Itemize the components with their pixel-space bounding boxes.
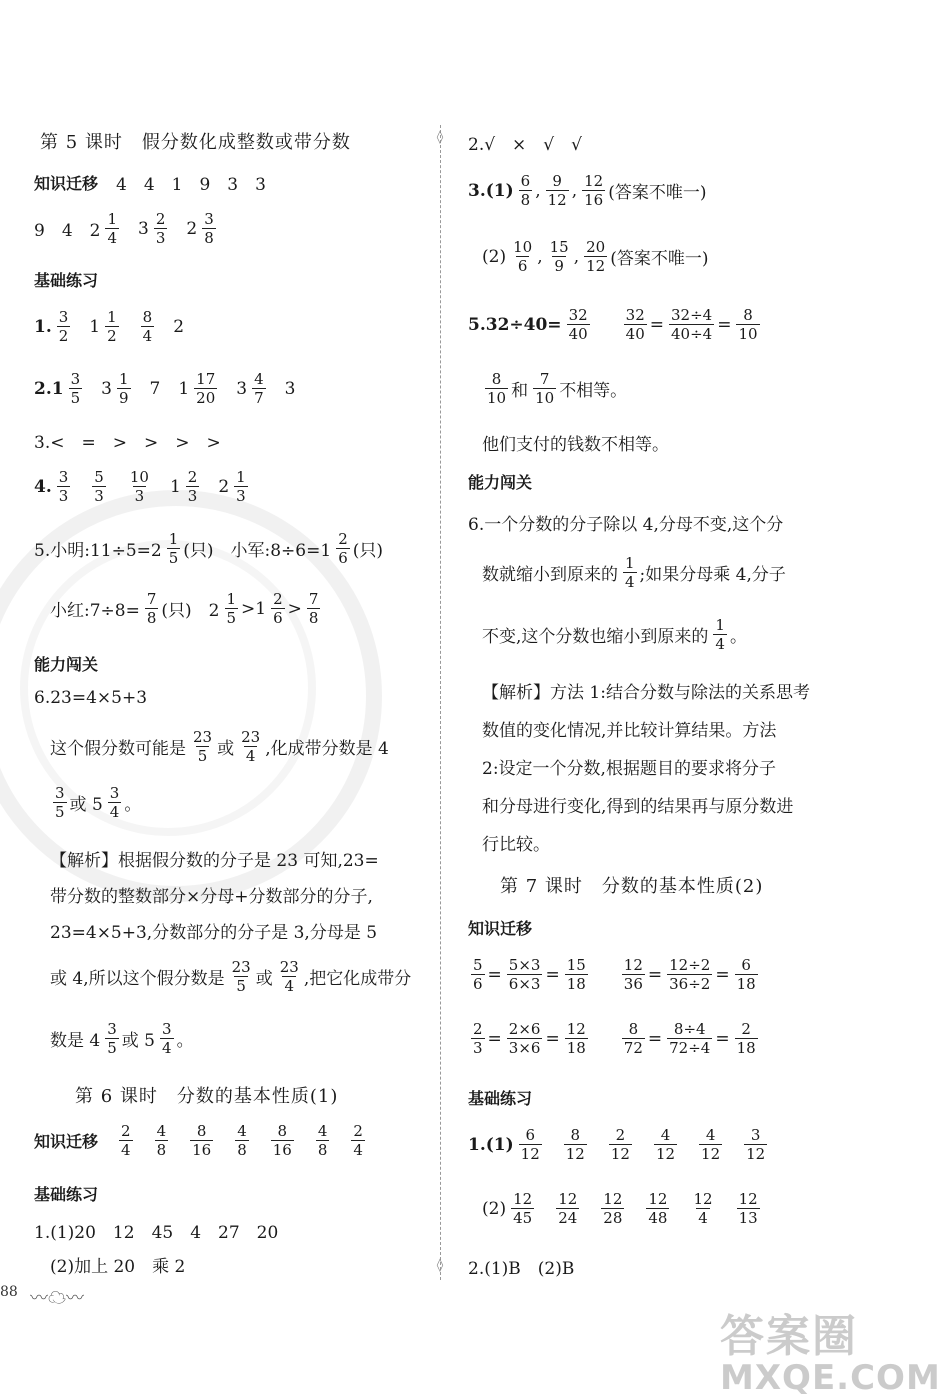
fraction: $\frac{12}{28}$ <box>603 1190 623 1227</box>
lesson7-title: 第 7 课时 分数的基本性质(2) <box>500 876 764 897</box>
analysis-line-right: 2:设定一个分数,根据题目的要求将分子 <box>482 759 776 779</box>
fraction: $\frac{3}{3}$ <box>58 468 69 505</box>
fraction: $\frac{23}{5}$ <box>193 728 213 765</box>
fraction: $\frac{2}{3}$ <box>155 210 166 247</box>
fraction: $\frac{3}{5}$ <box>55 784 65 821</box>
fraction: $\frac{1}{4}$ <box>715 616 725 653</box>
fraction: $\frac{4}{8}$ <box>237 1122 247 1159</box>
fraction: $\frac{23}{4}$ <box>279 958 299 995</box>
lesson6-title: 第 6 课时 分数的基本性质(1) <box>75 1086 339 1107</box>
fraction: $\frac{8}{10}$ <box>738 306 758 343</box>
r2-row: 2.√ × √ √ <box>468 135 582 155</box>
q6-text2: $\frac{3}{5}$ 或 5 $\frac{3}{4}$ 。 <box>55 784 142 821</box>
fraction: $\frac{9}{12}$ <box>547 172 567 209</box>
fraction: $\frac{23}{4}$ <box>241 728 261 765</box>
fraction: $\frac{3}{2}$ <box>58 308 69 345</box>
fraction: $\frac{4}{8}$ <box>156 1122 167 1159</box>
nengli-heading: 能力闯关 <box>34 655 99 674</box>
fraction: $\frac{1}{3}$ <box>236 468 246 505</box>
fraction: $\frac{4}{12}$ <box>655 1126 676 1163</box>
l6q2-row: (2)加上 20 乘 2 <box>50 1257 186 1277</box>
fraction: $\frac{32\div 4}{40\div 4}$ <box>671 306 713 343</box>
fraction: $\frac{3}{8}$ <box>204 210 214 247</box>
fraction: $\frac{4}{8}$ <box>317 1122 328 1159</box>
fraction: $\frac{6}{18}$ <box>736 956 756 993</box>
fraction: $\frac{12}{18}$ <box>566 1020 586 1057</box>
divider-knot-icon: ◊ <box>436 130 444 145</box>
zhishi7-heading: 知识迁移 <box>468 919 533 938</box>
fraction: $\frac{2}{12}$ <box>610 1126 630 1163</box>
zhishi-row <box>34 170 268 195</box>
analysis-line: 数是 4 $\frac{3}{5}$ 或 5 $\frac{3}{4}$ 。 <box>50 1020 194 1057</box>
divider-knot-icon: ◊ <box>436 1258 444 1273</box>
q2-row: 2.1 $\frac{3}{5}$ 3 $\frac{1}{9}$ 7 1 $\frac{17}{20}$ 3 $\frac{4}{7}$ 3 <box>34 370 296 407</box>
r5-row2: $\frac{8}{10}$ 和 $\frac{7}{10}$ 不相等。 <box>487 370 628 407</box>
fraction: $\frac{32}{40}$ <box>625 306 645 343</box>
r5-row: 5.32÷40= $\frac{32}{40}$ $\frac{32}{40}$ = $\frac{32\div 4}{40\div 4}$ = $\frac{8}{10}$ <box>468 306 758 343</box>
page-number: 88 <box>0 1284 18 1300</box>
fraction: $\frac{6}{8}$ <box>520 172 531 209</box>
fraction: $\frac{1}{4}$ <box>107 210 117 247</box>
answer-row: 9 4 2 $\frac{1}{4}$ 3 $\frac{2}{3}$ 2 $\frac{3}{8}$ <box>34 210 214 247</box>
fraction: $\frac{12}{4}$ <box>693 1190 713 1227</box>
fraction: $\frac{17}{20}$ <box>196 370 216 407</box>
fraction: $\frac{2}{3}$ <box>473 1020 483 1057</box>
fraction: $\frac{3}{4}$ <box>162 1020 172 1057</box>
l6q1-row: 1.(1)20 12 45 4 27 20 <box>34 1223 279 1243</box>
jichu6-heading: 基础练习 <box>34 1185 99 1204</box>
fraction: $\frac{15}{9}$ <box>549 238 569 275</box>
fraction: $\frac{5\times 3}{6\times 3}$ <box>508 956 541 993</box>
r6-line: 不变,这个分数也缩小到原来的 $\frac{1}{4}$ 。 <box>482 616 747 653</box>
fraction: $\frac{8}{72}$ <box>623 1020 643 1057</box>
fraction: $\frac{2\times 6}{3\times 6}$ <box>508 1020 541 1057</box>
analysis-line-right: 行比较。 <box>482 835 550 855</box>
q5-row: 5.小明:11÷5=2 $\frac{1}{5}$ (只) 小军:8÷6=1 $\frac{2}{6}$ (只) <box>34 530 383 567</box>
fraction: $\frac{8}{16}$ <box>192 1122 212 1159</box>
q1-row: 1. $\frac{3}{2}$ 1 $\frac{1}{2}$ $\frac{8}{4}$ 2 <box>34 308 185 345</box>
cloud-ornament-icon: 〰☁〰 <box>30 1288 84 1309</box>
analysis-line: 23=4×5+3,分数部分的分子是 3,分母是 5 <box>50 923 378 943</box>
fraction: $\frac{12}{24}$ <box>558 1190 578 1227</box>
fraction: $\frac{4}{7}$ <box>254 370 264 407</box>
fraction: $\frac{8}{12}$ <box>565 1126 585 1163</box>
fraction: $\frac{2}{4}$ <box>353 1122 363 1159</box>
analysis-line: 带分数的整数部分×分母+分数部分的分子, <box>50 887 373 907</box>
fraction: $\frac{3}{12}$ <box>746 1126 766 1163</box>
zhishi-label: 知识迁移 <box>34 174 99 193</box>
analysis-line-right: 和分母进行变化,得到的结果再与原分数进 <box>482 797 794 817</box>
fraction: $\frac{1}{5}$ <box>168 530 179 567</box>
column-divider <box>440 125 441 1280</box>
r6-line: 数就缩小到原来的 $\frac{1}{4}$ ;如果分母乘 4,分子 <box>482 554 786 591</box>
fraction: $\frac{8}{4}$ <box>142 308 153 345</box>
fraction: $\frac{8\div 4}{72\div 4}$ <box>669 1020 711 1057</box>
zhishi-values: 4 4 1 9 3 3 <box>116 175 266 195</box>
fraction: $\frac{7}{8}$ <box>146 590 157 627</box>
fraction: $\frac{12}{13}$ <box>738 1190 758 1227</box>
eq-row: $\frac{2}{3}$ = $\frac{2\times 6}{3\times 6}$ = $\frac{12}{18}$ $\frac{8}{72}$ = $\frac{8\div 4}{72\div 4}$ = $\frac{2}{18}$ <box>473 1020 756 1057</box>
fraction: $\frac{23}{5}$ <box>231 958 251 995</box>
site-watermark: 答案圈 MXQE.COM <box>720 1311 941 1398</box>
fraction: $\frac{5}{3}$ <box>94 468 104 505</box>
fraction: $\frac{7}{10}$ <box>535 370 555 407</box>
q4-row: 4. $\frac{3}{3}$ $\frac{5}{3}$ $\frac{10}{3}$ 1 $\frac{2}{3}$ 2 $\frac{1}{3}$ <box>34 468 246 505</box>
fraction: $\frac{15}{18}$ <box>566 956 586 993</box>
q6-row: 6.23=4×5+3 <box>34 688 148 708</box>
r3-row: 3.(1) $\frac{6}{8}$ , $\frac{9}{12}$ , $\frac{12}{16}$ (答案不唯一) <box>468 172 707 209</box>
fraction: $\frac{8}{16}$ <box>272 1122 292 1159</box>
fraction: $\frac{12}{16}$ <box>584 172 604 209</box>
fraction: $\frac{2}{18}$ <box>736 1020 756 1057</box>
r7q2-row: 2.(1)B (2)B <box>468 1259 575 1279</box>
fraction: $\frac{6}{12}$ <box>520 1126 540 1163</box>
fraction: $\frac{12}{48}$ <box>648 1190 668 1227</box>
analysis-line: 【解析】根据假分数的分子是 23 可知,23= <box>50 851 379 871</box>
r3-row2: (2) $\frac{10}{6}$ , $\frac{15}{9}$ , $\frac{20}{12}$ (答案不唯一) <box>482 238 709 275</box>
fraction: $\frac{3}{4}$ <box>109 784 120 821</box>
fraction: $\frac{3}{5}$ <box>107 1020 117 1057</box>
fraction: $\frac{1}{4}$ <box>625 554 635 591</box>
analysis-line: 或 4,所以这个假分数是 $\frac{23}{5}$ 或 $\frac{23}{4}$ ,把它化成带分 <box>50 958 412 995</box>
fraction: $\frac{1}{9}$ <box>118 370 129 407</box>
fraction: $\frac{8}{10}$ <box>487 370 507 407</box>
fraction: $\frac{4}{12}$ <box>701 1126 721 1163</box>
fraction: $\frac{10}{6}$ <box>513 238 533 275</box>
fraction: $\frac{12}{36}$ <box>623 956 643 993</box>
fraction: $\frac{12}{45}$ <box>513 1190 533 1227</box>
r6-line: 6.一个分数的分子除以 4,分母不变,这个分 <box>468 515 784 535</box>
fraction: $\frac{32}{40}$ <box>568 306 588 343</box>
fraction: $\frac{1}{2}$ <box>107 308 117 345</box>
analysis-line-right: 数值的变化情况,并比较计算结果。方法 <box>482 721 777 741</box>
r7q1-row2: (2) $\frac{12}{45}$ $\frac{12}{24}$ $\frac{12}{28}$ $\frac{12}{48}$ $\frac{12}{4}$ $\frac{12}{13}$ <box>482 1190 758 1227</box>
lesson5-title: 第 5 课时 假分数化成整数或带分数 <box>40 132 351 153</box>
q6-text: 这个假分数可能是 $\frac{23}{5}$ 或 $\frac{23}{4}$ ,化成带分数是 4 <box>50 728 389 765</box>
jichu7-heading: 基础练习 <box>468 1089 533 1108</box>
fraction: $\frac{12\div 2}{36\div 2}$ <box>669 956 711 993</box>
fraction: $\frac{20}{12}$ <box>586 238 606 275</box>
r5-row3: 他们支付的钱数不相等。 <box>482 435 669 455</box>
fraction: $\frac{10}{3}$ <box>129 468 149 505</box>
analysis-line-right: 【解析】方法 1:结合分数与除法的关系思考 <box>482 683 810 703</box>
fraction: $\frac{2}{6}$ <box>273 590 283 627</box>
fraction: $\frac{2}{4}$ <box>121 1122 131 1159</box>
fraction: $\frac{5}{6}$ <box>473 956 483 993</box>
q3-row: 3.< = > > > > <box>34 433 221 453</box>
fraction: $\frac{3}{5}$ <box>70 370 81 407</box>
fraction: $\frac{2}{3}$ <box>187 468 198 505</box>
r7q1-row: 1.(1) $\frac{6}{12}$ $\frac{8}{12}$ $\frac{2}{12}$ $\frac{4}{12}$ $\frac{4}{12}$ $\frac{3}{12}$ <box>468 1126 766 1163</box>
fraction: $\frac{2}{6}$ <box>338 530 348 567</box>
jichu-heading: 基础练习 <box>34 271 99 290</box>
q5-row2: 小红:7÷8= $\frac{7}{8}$ (只) 2 $\frac{1}{5}$ >1 $\frac{2}{6}$ > $\frac{7}{8}$ <box>50 590 319 627</box>
fraction: $\frac{1}{5}$ <box>226 590 237 627</box>
nengli-heading-right: 能力闯关 <box>468 473 533 492</box>
zhishi6-row: 知识迁移 $\frac{2}{4}$ $\frac{4}{8}$ $\frac{8}{16}$ $\frac{4}{8}$ $\frac{8}{16}$ $\frac{4}{8}$ $\frac{2}{4}$ <box>34 1122 363 1159</box>
fraction: $\frac{7}{8}$ <box>308 590 319 627</box>
eq-row: $\frac{5}{6}$ = $\frac{5\times 3}{6\times 3}$ = $\frac{15}{18}$ $\frac{12}{36}$ = $\frac{12\div 2}{36\div 2}$ = $\frac{6}{18}$ <box>473 956 756 993</box>
